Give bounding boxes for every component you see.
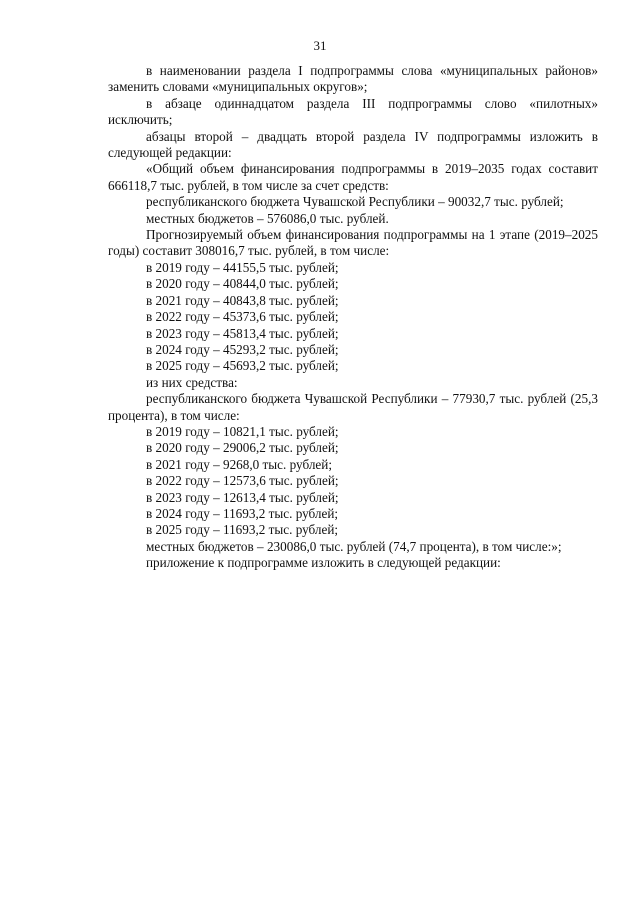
paragraph-10: в 2021 году – 40843,8 тыс. рублей; xyxy=(146,292,339,308)
paragraph-5: республиканского бюджета Чувашской Республики – 90032,7 тыс. рублей; xyxy=(146,194,564,210)
paragraph-14: в 2025 году – 45693,2 тыс. рублей; xyxy=(146,358,339,374)
paragraph-6: местных бюджетов – 576086,0 тыс. рублей. xyxy=(146,210,389,226)
page-number: 31 xyxy=(313,38,327,53)
paragraph-17: в 2019 году – 10821,1 тыс. рублей; xyxy=(146,423,339,439)
paragraph-7: Прогнозируемый объем финансирования подпрограммы на 1 этапе (2019–2025 годы) составит 308016,7 тыс. рублей, в том числе: xyxy=(108,227,598,259)
paragraph-18: в 2020 году – 29006,2 тыс. рублей; xyxy=(146,440,339,456)
paragraph-9: в 2020 году – 40844,0 тыс. рублей; xyxy=(146,276,339,292)
paragraph-16: республиканского бюджета Чувашской Республики – 77930,7 тыс. рублей (25,3 процента), в том числе: xyxy=(108,391,598,423)
paragraph-22: в 2024 году – 11693,2 тыс. рублей; xyxy=(146,505,339,521)
document-body xyxy=(108,63,598,572)
paragraph-12: в 2023 году – 45813,4 тыс. рублей; xyxy=(146,325,339,341)
paragraph-1: в наименовании раздела I подпрограммы слова «муниципальных районов» заменить словами «муниципальных округов»; xyxy=(108,63,598,95)
paragraph-21: в 2023 году – 12613,4 тыс. рублей; xyxy=(146,489,339,505)
paragraph-11: в 2022 году – 45373,6 тыс. рублей; xyxy=(146,309,339,325)
paragraph-4: «Общий объем финансирования подпрограммы в 2019–2035 годах составит 666118,7 тыс. рублей, в том числе за счет средств: xyxy=(108,161,598,193)
paragraph-23: в 2025 году – 11693,2 тыс. рублей; xyxy=(146,522,339,538)
paragraph-8: в 2019 году – 44155,5 тыс. рублей; xyxy=(146,259,339,275)
paragraph-24: местных бюджетов – 230086,0 тыс. рублей (74,7 процента), в том числе:»; xyxy=(146,538,562,554)
paragraph-13: в 2024 году – 45293,2 тыс. рублей; xyxy=(146,341,339,357)
paragraph-20: в 2022 году – 12573,6 тыс. рублей; xyxy=(146,473,339,489)
paragraph-19: в 2021 году – 9268,0 тыс. рублей; xyxy=(146,456,332,472)
paragraph-2: в абзаце одиннадцатом раздела III подпрограммы слово «пилотных» исключить; xyxy=(108,95,598,128)
paragraph-25: приложение к подпрограмме изложить в следующей редакции: xyxy=(146,555,501,571)
paragraph-3: абзацы второй – двадцать второй раздела IV подпрограммы изложить в следующей редакции: xyxy=(108,128,598,161)
paragraph-15: из них средства: xyxy=(146,374,238,390)
